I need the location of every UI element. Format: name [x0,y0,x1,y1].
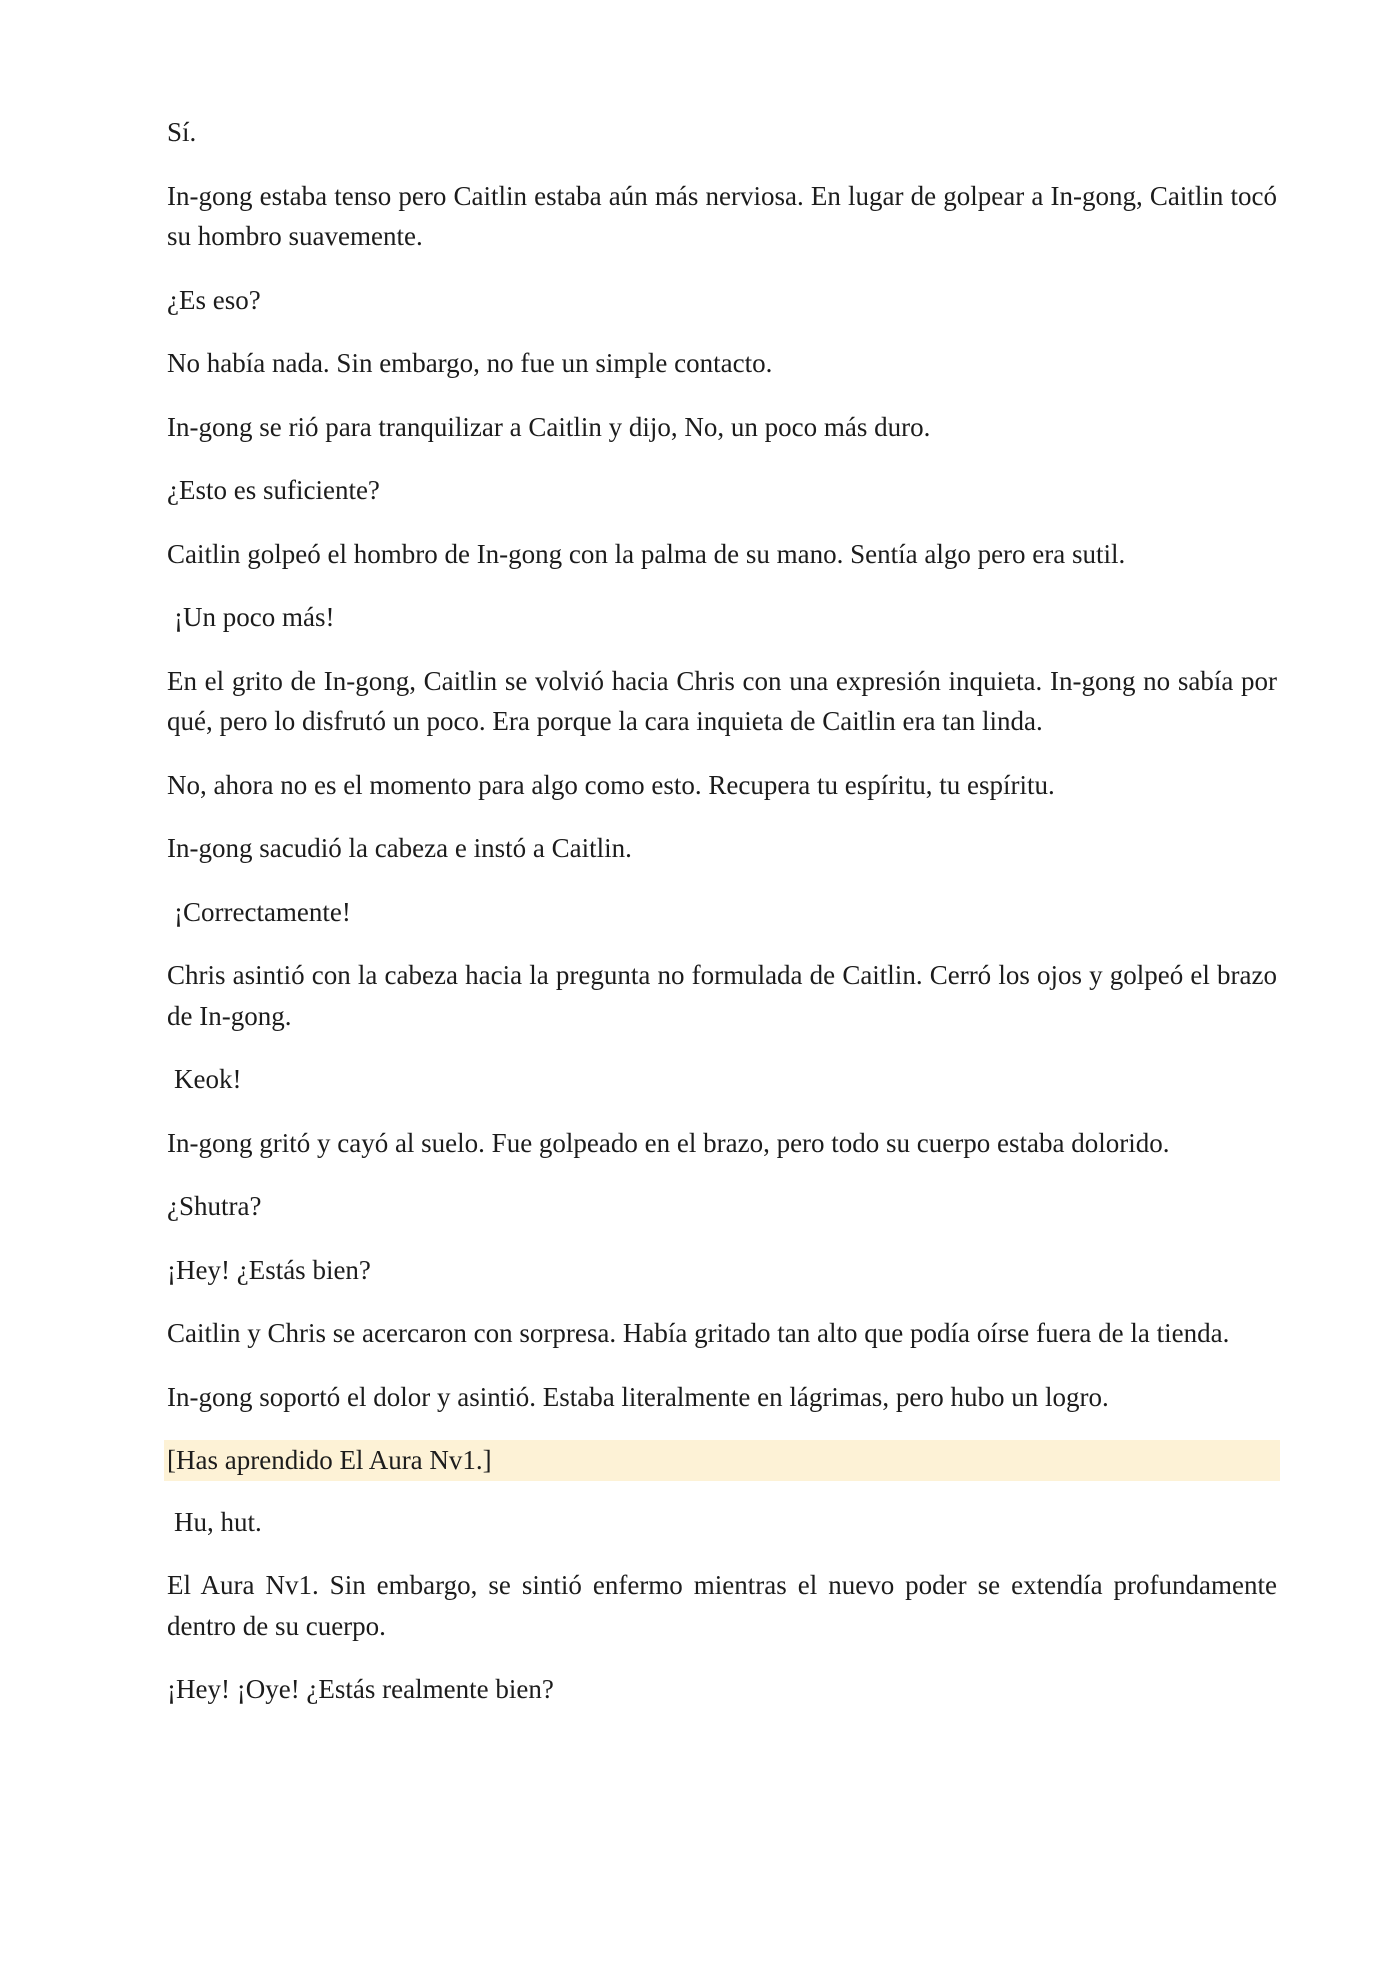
paragraph: Caitlin golpeó el hombro de In-gong con la palma de su mano. Sentía algo pero era sutil. [167,538,1126,569]
paragraph: Chris asintió con la cabeza hacia la pregunta no formulada de Caitlin. Cerró los ojos y golpeó el brazo de In-gong. [167,960,1277,1031]
paragraph: El Aura Nv1. Sin embargo, se sintió enfermo mientras el nuevo poder se extendía profundamente dentro de su cuerpo. [167,1570,1277,1641]
paragraph: ¿Esto es suficiente? [167,475,380,505]
paragraph: ¡Hey! ¿Estás bien? [167,1254,371,1285]
document-page [167,112,1277,1733]
paragraph: No, ahora no es el momento para algo como esto. Recupera tu espíritu, tu espíritu. [167,769,1055,800]
paragraph: In-gong soportó el dolor y asintió. Estaba literalmente en lágrimas, pero hubo un logro. [167,1381,1109,1412]
paragraph: Hu, hut. [174,1506,262,1537]
paragraph: In-gong estaba tenso pero Caitlin estaba aún más nerviosa. En lugar de golpear a In-gong, Caitlin tocó su hombro suavemente. [167,180,1277,251]
paragraph: Sí. [167,117,197,147]
paragraph: Keok! [174,1064,242,1094]
paragraph: ¿Es eso? [167,284,261,315]
paragraph: En el grito de In-gong, Caitlin se volvió hacia Chris con una expresión inquieta. In-gong no sabía por qué, pero lo disfrutó un poco. Era porque la cara inquieta de Caitlin era tan linda. [167,665,1277,736]
paragraph: ¿Shutra? [167,1191,262,1221]
paragraph: ¡Correctamente! [174,896,351,927]
paragraph: ¡Un poco más! [174,602,335,632]
paragraph: Caitlin y Chris se acercaron con sorpresa. Había gritado tan alto que podía oírse fuera de la tienda. [167,1318,1230,1348]
paragraph: ¡Hey! ¡Oye! ¿Estás realmente bien? [167,1674,554,1704]
paragraph: In-gong se rió para tranquilizar a Caitlin y dijo, No, un poco más duro. [167,411,931,442]
paragraph: In-gong gritó y cayó al suelo. Fue golpeado en el brazo, pero todo su cuerpo estaba dolorido. [167,1127,1170,1158]
paragraph: In-gong sacudió la cabeza e instó a Caitlin. [167,833,632,863]
paragraph: No había nada. Sin embargo, no fue un simple contacto. [167,348,773,378]
system-message: [Has aprendido El Aura Nv1.] [164,1440,1280,1481]
